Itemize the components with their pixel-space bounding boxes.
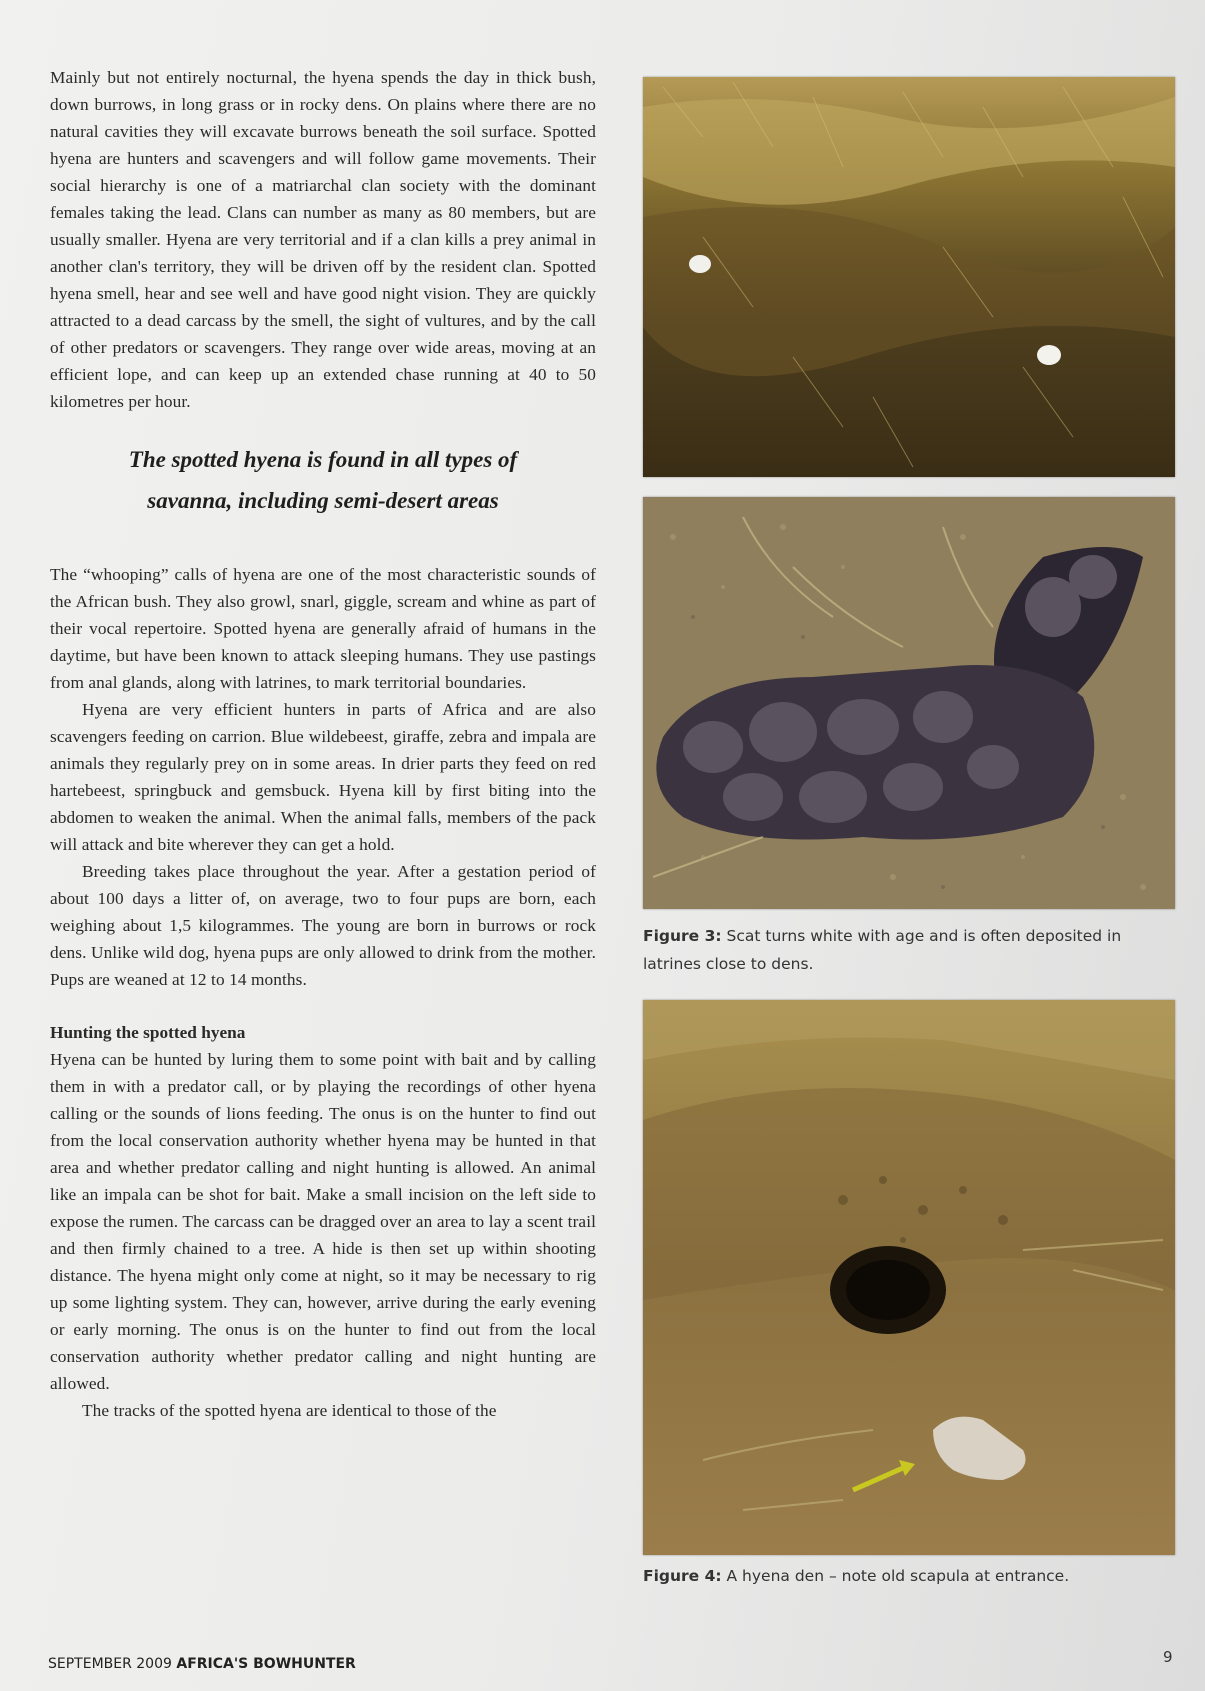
figure-4-caption (643, 1562, 1183, 1590)
paragraph-calls: The “whooping” calls of hyena are one of the most characteristic sounds of the African bush. They also growl, snarl, giggle, scream and whine as part of their vocal repertoire. Spotted hyena are generally afraid of humans in the daytime, but have been known to attack sleeping humans. They use pastings from anal glands, along with latrines, to mark territorial boundaries. (50, 565, 596, 692)
paragraph-breeding: Breeding takes place throughout the year. After a gestation period of about 100 days a litter of, on average, two to four pups are born, each weighing about 1,5 kilogrammes. The young are born in burrows or rock dens. Unlike wild dog, hyena pups are only allowed to drink from the mother. Pups are weaned at 12 to 14 months. (50, 862, 596, 989)
white-scat-2 (1037, 345, 1061, 365)
paragraph-hunting: Hyena can be hunted by luring them to some point with bait and by calling them in with a predator call, or by playing the recordings of other hyena calling or the sounds of lions feeding. The onus is on the hunter to find out from the local conservation authority whether hyena may be hunted in that area and whether predator calling and night hunting is allowed. An animal like an impala can be shot for bait. Make a small incision on the left side to expose the rumen. The carcass can be dragged over an area to lay a scent trail and then firmly chained to a tree. A hide is then set up within shooting distance. The hyena might only come at night, so it may be necessary to rig up some lighting system. They can, however, arrive during the early evening or early morning. The onus is on the hunter to find out from the local conservation authority whether predator calling and night hunting are allowed. (50, 1050, 596, 1393)
pull-quote (50, 439, 596, 521)
figure-3-label: Figure 3: (643, 927, 722, 945)
figure-3-text: Scat turns white with age and is often deposited in latrines close to dens. (643, 927, 1122, 973)
white-scat-1 (689, 255, 711, 273)
grass-scat-image (643, 77, 1175, 477)
footer-date: SEPTEMBER 2009 (48, 1656, 172, 1672)
hyena-den-image (643, 1000, 1175, 1555)
paragraph-tracks: The tracks of the spotted hyena are identical to those of the (82, 1401, 497, 1420)
photo-dark-scat (643, 497, 1175, 909)
dark-scat-image (643, 497, 1175, 909)
photo-hyena-den (643, 1000, 1175, 1555)
paragraph-hunters: Hyena are very efficient hunters in parts of Africa and are also scavengers feeding on carrion. Blue wildebeest, giraffe, zebra and impala are animals they regularly prey on in some areas. In drier parts they feed on red hartebeest, springbuck and gemsbuck. Hyena kill by first biting into the abdomen to weaken the animal. When the animal falls, members of the pack will attack and bite wherever they can get a hold. (50, 700, 596, 854)
article-column (50, 64, 596, 1424)
pull-quote-line-1: The spotted hyena is found in all types of (128, 447, 518, 472)
pull-quote-line-2: savanna, including semi-desert areas (147, 488, 499, 513)
page-footer (48, 1656, 356, 1672)
photo-grass-scat (643, 77, 1175, 477)
figure-4-text: A hyena den – note old scapula at entrance. (726, 1567, 1070, 1585)
page-number: 9 (1163, 1648, 1173, 1666)
section-heading-hunting: Hunting the spotted hyena (50, 1023, 246, 1042)
intro-paragraph: Mainly but not entirely nocturnal, the hyena spends the day in thick bush, down burrows, in long grass or in rocky dens. On plains where there are no natural cavities they will excavate burrows beneath the soil surface. Spotted hyena are hunters and scavengers and will follow game movements. Their social hierarchy is one of a matriarchal clan society with the dominant females taking the lead. Clans can number as many as 80 members, but are usually smaller. Hyena are very territorial and if a clan kills a prey animal in another clan's territory, they will be driven off by the resident clan. Spotted hyena smell, hear and see well and have good night vision. They are quickly attracted to a dead carcass by the smell, the sight of vultures, and by the call of other predators or scavengers. They range over wide areas, moving at an efficient lope, and can keep up an extended chase running at 40 to 50 kilometres per hour. (50, 68, 596, 411)
figure-3-caption (643, 922, 1183, 978)
footer-brand: AFRICA'S BOWHUNTER (176, 1656, 356, 1672)
figure-4-label: Figure 4: (643, 1567, 722, 1585)
